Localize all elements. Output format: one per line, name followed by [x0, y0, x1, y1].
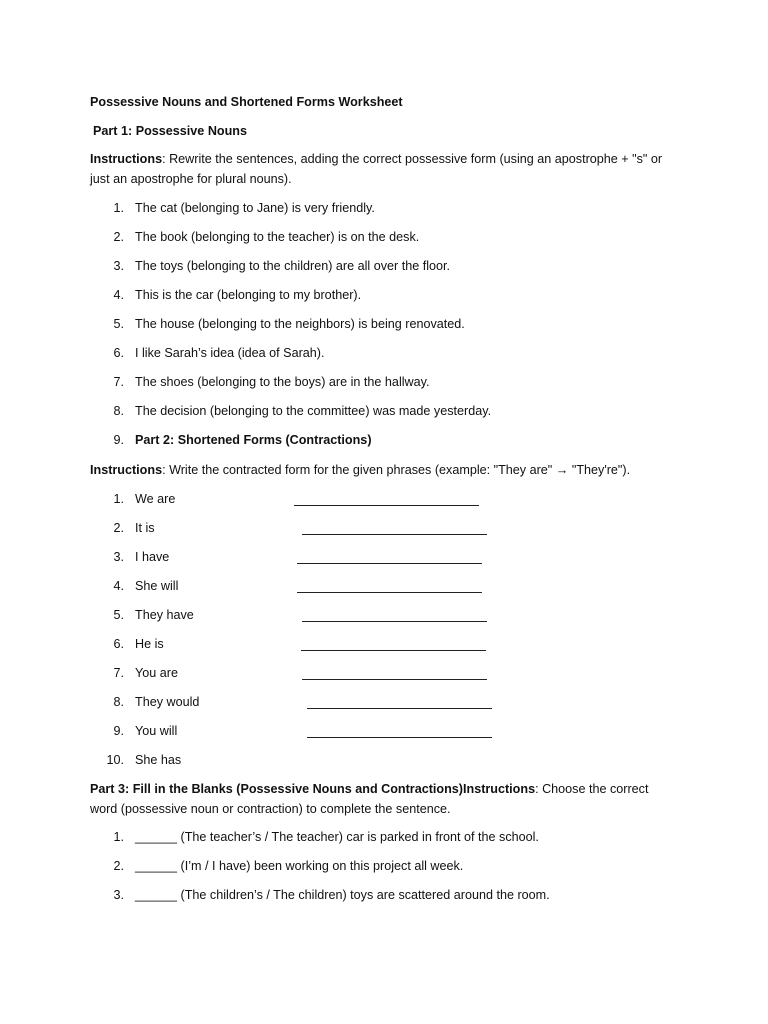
list-item: [90, 693, 510, 711]
part2-instructions-text: : Write the contracted form for the given phrases (example: "They are" → "They're").: [162, 463, 631, 477]
part3-instructions-text: : Choose the correct word (possessive noun or contraction) to complete the sentence.: [90, 782, 649, 816]
answer-blank[interactable]: [294, 490, 479, 506]
list-item-number: 3.: [113, 888, 124, 902]
list-item-number: 9.: [113, 724, 124, 738]
part1-instructions-text: : Rewrite the sentences, adding the correct possessive form (using an apostrophe + "s" or just an apostrophe for plural nouns).: [90, 152, 663, 186]
list-item-text: The cat (belonging to Jane) is very friendly.: [135, 201, 375, 215]
answer-blank[interactable]: [302, 606, 487, 622]
list-item-number: 4.: [113, 288, 124, 302]
list-item-number: 4.: [113, 579, 124, 593]
part3-heading-instructions: [90, 780, 670, 819]
list-item-number: 8.: [113, 404, 124, 418]
list-item-number: 7.: [113, 375, 124, 389]
part3-instructions-label: Instructions: [463, 782, 536, 796]
list-item-number: 7.: [113, 666, 124, 680]
list-item-text: The house (belonging to the neighbors) is being renovated.: [135, 317, 465, 331]
list-item-text: I like Sarah’s idea (idea of Sarah).: [135, 346, 325, 360]
part2-heading: Part 2: Shortened Forms (Contractions): [135, 433, 372, 447]
answer-blank[interactable]: [297, 548, 482, 564]
list-item-text: It is: [135, 521, 155, 535]
list-item-text: They have: [135, 608, 194, 622]
list-item-text: The toys (belonging to the children) are all over the floor.: [135, 259, 451, 273]
part1-instructions-label: Instructions: [90, 152, 163, 166]
list-item-number: 5.: [113, 317, 124, 331]
answer-blank[interactable]: [302, 664, 487, 680]
list-item-text: She will: [135, 579, 179, 593]
list-item-number: 3.: [113, 259, 124, 273]
list-item-number: 2.: [113, 859, 124, 873]
list-item-text: You will: [135, 724, 178, 738]
list-item-number: 2.: [113, 521, 124, 535]
list-item: [90, 635, 510, 653]
list-item: [90, 722, 510, 740]
part2-instructions-label: Instructions: [90, 463, 163, 477]
list-item-number: 2.: [113, 230, 124, 244]
list-item-text: We are: [135, 492, 176, 506]
answer-blank[interactable]: [307, 693, 492, 709]
answer-blank[interactable]: [307, 722, 492, 738]
list-item-number: 6.: [113, 637, 124, 651]
list-item-text: They would: [135, 695, 200, 709]
part1-instructions: [90, 150, 670, 189]
list-item-number: 10.: [106, 753, 124, 767]
list-item-text: He is: [135, 637, 164, 651]
list-item: [90, 606, 510, 624]
list-item-text: You are: [135, 666, 178, 680]
list-item-text: ______ (The teacher’s / The teacher) car is parked in front of the school.: [135, 830, 539, 844]
answer-blank[interactable]: [297, 577, 482, 593]
list-item-number: 6.: [113, 346, 124, 360]
list-item-number: 1.: [113, 201, 124, 215]
list-item-number: 8.: [113, 695, 124, 709]
list-item-number: 3.: [113, 550, 124, 564]
worksheet-title: Possessive Nouns and Shortened Forms Worksheet: [90, 95, 403, 109]
part2-instructions: [90, 461, 670, 481]
list-item-text: This is the car (belonging to my brother).: [135, 288, 362, 302]
part1-heading: Part 1: Possessive Nouns: [93, 124, 247, 138]
list-item: [90, 548, 510, 566]
list-item-text: The shoes (belonging to the boys) are in the hallway.: [135, 375, 430, 389]
list-item-text: ______ (I’m / I have) been working on this project all week.: [135, 859, 464, 873]
list-item: [90, 664, 510, 682]
answer-blank[interactable]: [302, 519, 487, 535]
list-item: [90, 577, 510, 595]
list-item: [90, 490, 510, 508]
list-item: [90, 519, 510, 537]
list-item-number: 1.: [113, 492, 124, 506]
list-item-number: 5.: [113, 608, 124, 622]
list-item-text: The book (belonging to the teacher) is on the desk.: [135, 230, 420, 244]
list-item-text: The decision (belonging to the committee) was made yesterday.: [135, 404, 492, 418]
list-item-number: 1.: [113, 830, 124, 844]
list-item-text: ______ (The children’s / The children) toys are scattered around the room.: [135, 888, 550, 902]
list-item-text: She has: [135, 753, 182, 767]
part3-heading: Part 3: Fill in the Blanks (Possessive Nouns and Contractions): [90, 782, 463, 796]
list-item-text: I have: [135, 550, 170, 564]
list-item-number: 9.: [113, 433, 124, 447]
answer-blank[interactable]: [301, 635, 486, 651]
